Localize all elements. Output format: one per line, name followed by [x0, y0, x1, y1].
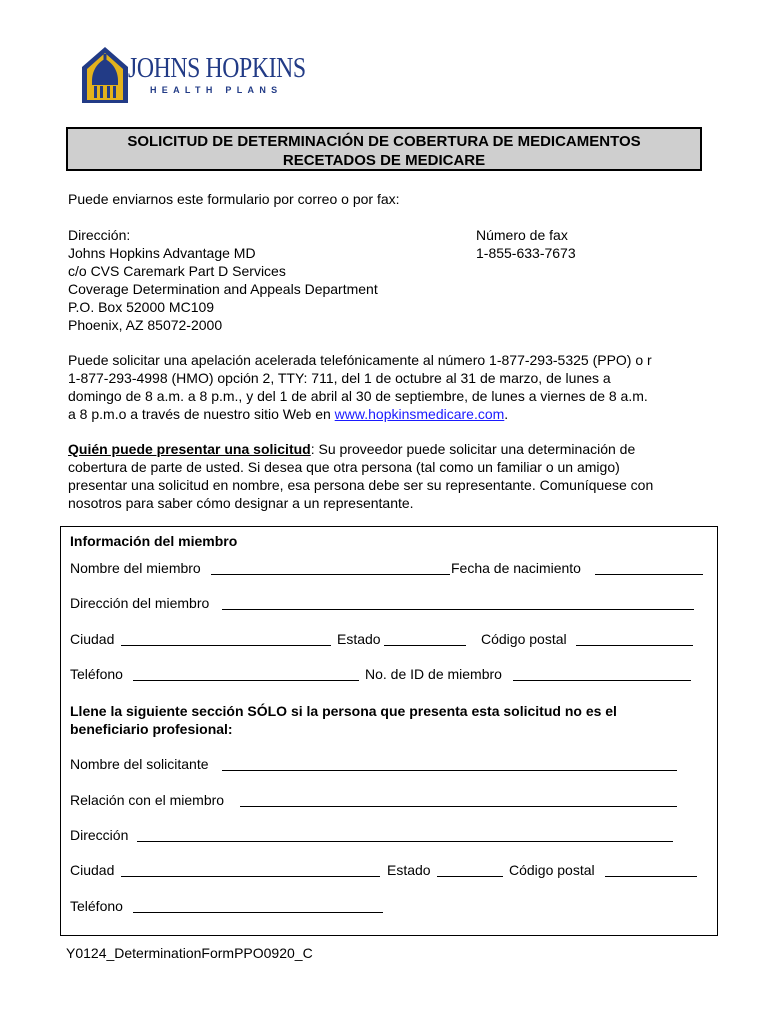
member-state-field[interactable] [384, 645, 466, 646]
expedited-line-1: Puede solicitar una apelación acelerada telefónicamente al número 1-877-293-5325 (PPO) o r [68, 352, 652, 368]
who-line-1 [68, 440, 635, 458]
member-address-field[interactable] [222, 609, 694, 610]
expedited-line-3: domingo de 8 a.m. a 8 p.m., y del 1 de abril al 30 de septiembre, de lunes a viernes de 8 a.m. [68, 388, 648, 404]
requester-zip-label: Código postal [509, 862, 595, 878]
fax-label: Número de fax [476, 227, 568, 243]
address-label: Dirección: [68, 227, 131, 243]
address-line-2: c/o CVS Caremark Part D Services [68, 263, 286, 279]
logo-wordmark: JOHNS HOPKINS [128, 52, 306, 84]
intro-text: Puede enviarnos este formulario por correo o por fax: [68, 191, 400, 207]
form-title-line1: SOLICITUD DE DETERMINACIÓN DE COBERTURA DE MEDICAMENTOS [127, 133, 641, 150]
expedited-line-4 [68, 405, 508, 423]
website-link[interactable]: www.hopkinsmedicare.com [334, 406, 505, 422]
address-line-3: Coverage Determination and Appeals Department [68, 281, 378, 297]
requester-city-field[interactable] [121, 876, 380, 877]
member-address-label: Dirección del miembro [70, 595, 210, 611]
form-title [66, 127, 702, 171]
expedited-line-2: 1-877-293-4998 (HMO) opción 2, TTY: 711, del 1 de octubre al 31 de marzo, de lunes a [68, 370, 611, 386]
form-title-line2: RECETADOS DE MEDICARE [282, 152, 486, 169]
who-line-1-rest: : Su proveedor puede solicitar una determinación de [310, 441, 636, 457]
address-line-5: Phoenix, AZ 85072-2000 [68, 317, 223, 333]
member-name-label: Nombre del miembro [70, 560, 201, 576]
dome-emblem-icon [80, 45, 130, 105]
expedited-line-4-suffix: . [504, 406, 509, 422]
address-line-1: Johns Hopkins Advantage MD [68, 245, 256, 261]
who-line-4: nosotros para saber cómo designar a un representante. [68, 495, 414, 511]
requester-city-label: Ciudad [70, 862, 115, 878]
requester-heading-line2: beneficiario profesional: [70, 721, 233, 737]
who-heading: Quién puede presentar una solicitud [68, 441, 311, 457]
requester-state-field[interactable] [437, 876, 503, 877]
member-state-label: Estado [337, 631, 381, 647]
form-code-footer: Y0124_DeterminationFormPPO0920_C [66, 945, 313, 961]
expedited-line-4-prefix: a 8 p.m.o a través de nuestro sitio Web en [68, 406, 335, 422]
requester-heading-line1: Llene la siguiente sección SÓLO si la persona que presenta esta solicitud no es el [70, 703, 617, 719]
who-line-3: presentar una solicitud en nombre, esa persona debe ser su representante. Comuníquese con [68, 477, 654, 493]
member-city-label: Ciudad [70, 631, 115, 647]
member-dob-field[interactable] [595, 574, 703, 575]
requester-name-field[interactable] [222, 770, 677, 771]
requester-name-label: Nombre del solicitante [70, 756, 209, 772]
who-line-2: cobertura de parte de usted. Si desea que otra persona (tal como un familiar o un amigo) [68, 459, 620, 475]
requester-address-label: Dirección [70, 827, 129, 843]
requester-relation-field[interactable] [240, 806, 677, 807]
member-city-field[interactable] [121, 645, 331, 646]
requester-zip-field[interactable] [605, 876, 697, 877]
requester-address-field[interactable] [137, 841, 673, 842]
member-zip-field[interactable] [576, 645, 693, 646]
requester-phone-field[interactable] [133, 912, 383, 913]
address-line-4: P.O. Box 52000 MC109 [68, 299, 215, 315]
member-name-field[interactable] [211, 574, 450, 575]
fax-number: 1-855-633-7673 [476, 245, 576, 261]
logo-subtitle: HEALTH PLANS [150, 85, 283, 95]
requester-state-label: Estado [387, 862, 431, 878]
requester-relation-label: Relación con el miembro [70, 792, 225, 808]
member-phone-label: Teléfono [70, 666, 123, 682]
member-id-field[interactable] [513, 680, 691, 681]
member-phone-field[interactable] [133, 680, 359, 681]
requester-phone-label: Teléfono [70, 898, 123, 914]
member-section-heading: Información del miembro [70, 533, 238, 549]
member-dob-label: Fecha de nacimiento [451, 560, 581, 576]
member-zip-label: Código postal [481, 631, 567, 647]
member-id-label: No. de ID de miembro [365, 666, 502, 682]
